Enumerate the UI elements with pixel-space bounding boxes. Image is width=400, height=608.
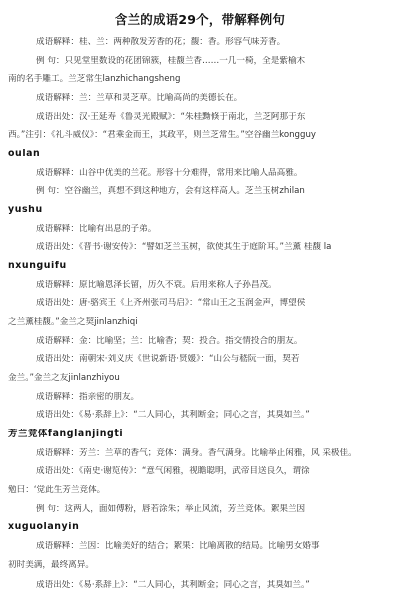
text-line: 之兰薰桂馥。”金兰之契jinlanzhiqi — [8, 317, 138, 327]
text-line: 成语出处：《易·系辞上》：“二人同心，其利断金；同心之言，其臭如兰。” — [36, 410, 310, 420]
text-line: 金兰。”金兰之友jinlanzhiyou — [8, 373, 120, 383]
text-line: 成语出处：唐·骆宾王《上齐州张司马启》：“常山王之玉润金声，博望侯 — [36, 298, 306, 308]
text-line: nxunguifu — [8, 261, 67, 271]
text-line: 成语解释：桂、兰：两种散发芳香的花；馥：香。形容气味芳香。 — [36, 37, 286, 47]
text-line: 成语解释：兰因：比喻美好的结合；絮果：比喻离散的结局。比喻男女婚事 — [36, 541, 320, 551]
text-line: 成语解释：原比喻恩泽长留，历久不衰。后用来称人子孙昌茂。 — [36, 280, 277, 290]
text-line: 例 句：只见堂里数设的花团锦簇，桂馥兰香……一几一椅，全是紫榆木 — [36, 56, 306, 66]
text-line: 芳兰竞体fanglanjingti — [8, 429, 124, 439]
text-line: oulan — [8, 149, 41, 159]
text-line: 勉曰：‘觉此生芳兰竞体。 — [8, 485, 106, 495]
text-line: 例 句：空谷幽兰，真想不到这种地方，会有这样高人。芝兰玉树zhilan — [36, 186, 305, 196]
text-line: 初时美满，最终离异。 — [8, 560, 94, 570]
text-line: 成语解释：山谷中优美的兰花。形容十分难得，常用来比喻人品高雅。 — [36, 168, 303, 178]
text-line: yushu — [8, 205, 43, 215]
text-line: 成语出处：《晋书·谢安传》：“譬如芝兰玉树，欲使其生于庭阶耳。”兰薰 桂馥 la — [36, 242, 332, 252]
text-line: 成语解释：兰：兰草和灵芝草。比喻高尚的美德长在。 — [36, 93, 243, 103]
text-line: 西。”注引：《礼斗威仪》：“君乘金而王，其政平，则兰芝常生。”空谷幽兰kongguy — [8, 130, 316, 140]
text-line: 成语解释：金：比喻坚；兰：比喻香；契：投合。指交情投合的朋友。 — [36, 336, 303, 346]
text-line: 成语解释：指亲密的朋友。 — [36, 392, 140, 402]
text-line: 南的名手雕工。兰芝常生lanzhichangsheng — [8, 74, 181, 84]
text-line: 成语解释：比喻有出息的子弟。 — [36, 224, 157, 234]
text-line: 成语解释：芳兰：兰草的香气；竞体：满身。香气满身。比喻举止闲雅，风 采极佳。 — [36, 448, 357, 458]
page-title: 含兰的成语29个，带解释例句 — [114, 12, 286, 27]
text-line: xuguolanyin — [8, 522, 80, 532]
text-line: 成语出处：《易·系辞上》：“二人同心，其利断金；同心之言，其臭如兰。” — [36, 580, 310, 590]
text-line: 例 句：这两人，面如傅粉，唇若涂朱；举止风流，芳兰竞体。絮果兰因 — [36, 504, 306, 514]
text-line: 成语出处：南朝宋·刘义庆《世说新语·贤媛》：“山公与嵇阮一面，契若 — [36, 354, 300, 364]
text-line: 成语出处：《南史·谢览传》：“意气闲雅，视瞻聪明，武帝目送良久，谓徐 — [36, 466, 310, 476]
text-line: 成语出处：汉·王延寿《鲁灵光殿赋》：“朱桂黝倏于南北，兰芝阿那于东 — [36, 112, 306, 122]
